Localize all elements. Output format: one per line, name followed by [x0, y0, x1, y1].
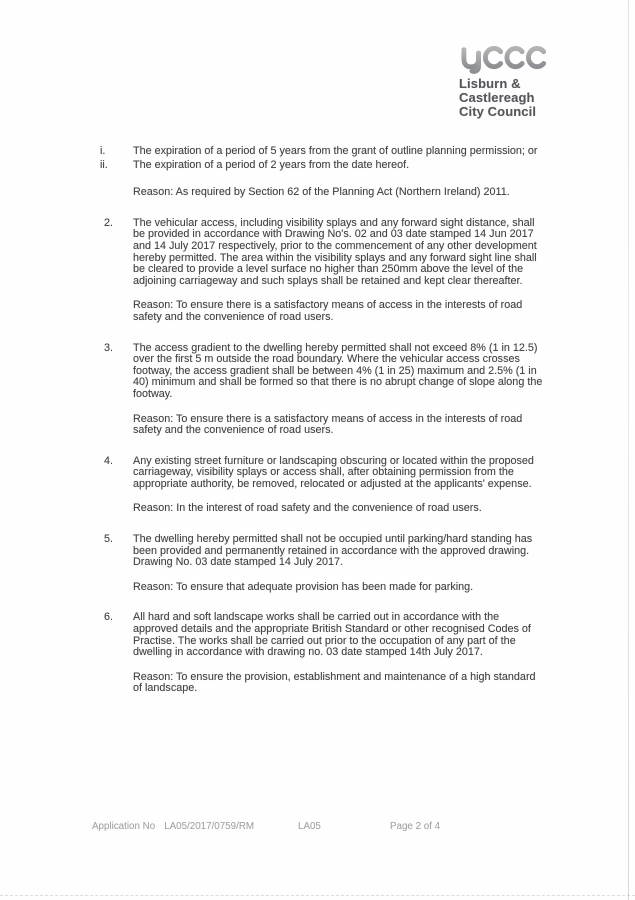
item-marker: i. [100, 145, 106, 157]
application-no-label: Application No [92, 821, 156, 832]
reason-text: Reason: In the interest of road safety and the convenience of road users. [133, 502, 482, 515]
scan-bottom-line [0, 895, 635, 896]
intro-item-row [100, 160, 550, 172]
condition-number: 4. [104, 454, 114, 467]
condition-number: 3. [104, 341, 114, 354]
condition-row [100, 534, 550, 569]
condition-reason [100, 503, 550, 515]
condition-reason [100, 300, 550, 323]
condition-text: Any existing street furniture or landscaping obscuring or located within the proposed carriageway, visibility splays or access shall, after obtaining permission from the appropriate authority, be removed, relocated or adjusted at the applicants' expense. [133, 454, 534, 490]
reason-text: Reason: As required by Section 62 of the Planning Act (Northern Ireland) 2011. [133, 186, 510, 199]
intro-reason [100, 187, 550, 199]
condition-text: The access gradient to the dwelling hereby permitted shall not exceed 8% (1 in 12.5) over the first 5 m outside the road boundary. Where the vehicular access crosses footway, the access gradient shall be between 4% (1 in 25) maximum and 2.5% (1 in 40) minimum and shall be formed so that there is no abrupt change of slope along the footway. [133, 341, 543, 400]
reason-text: Reason: To ensure there is a satisfactory means of access in the interests of road safety and the convenience of road users. [133, 412, 523, 437]
lccc-logo-icon [459, 46, 551, 74]
condition-text: The dwelling hereby permitted shall not be occupied until parking/hard standing has been provided and permanently retained in accordance with the approved drawing. Drawing No. 03 date stamped 14 July 2017. [133, 533, 533, 569]
reason-text: Reason: To ensure the provision, establishment and maintenance of a high standard of landscape. [133, 670, 536, 695]
reason-text: Reason: To ensure there is a satisfactory means of access in the interests of road safety and the convenience of road users. [133, 299, 523, 323]
conditions-list [100, 146, 550, 695]
condition-row [100, 343, 550, 401]
condition-text: All hard and soft landscape works shall be carried out in accordance with the approved details and the appropriate British Standard or other recognised Codes of Practise. The works shall be carried out prior to the occupation of any part of the dwelling in accordance with drawing no. 03 date stamped 14th July 2017. [133, 611, 531, 659]
application-no-value: LA05/2017/0759/RM [164, 821, 255, 832]
item-text: The expiration of a period of 2 years from the date hereof. [133, 158, 410, 171]
condition-number: 2. [104, 216, 114, 229]
condition-reason [100, 672, 550, 695]
condition-row [100, 612, 550, 658]
condition-reason [100, 414, 550, 437]
form-code: LA05 [298, 821, 321, 832]
condition-row [100, 218, 550, 288]
reason-text: Reason: To ensure that adequate provision has been made for parking. [133, 580, 474, 593]
logo-name-line1: Lisburn & [459, 76, 521, 91]
condition-number: 5. [104, 533, 114, 546]
scan-edge-line [628, 0, 629, 900]
condition-reason [100, 582, 550, 594]
page-indicator: Page 2 of 4 [390, 821, 441, 832]
logo-name-line3: City Council [459, 104, 537, 120]
logo-name-line2: Castlereagh [459, 90, 535, 106]
item-text: The expiration of a period of 5 years from the grant of outline planning permission; or [133, 145, 538, 157]
condition-row [100, 456, 550, 491]
intro-item-row [100, 146, 550, 158]
item-marker: ii. [100, 158, 108, 171]
council-logo [459, 46, 589, 120]
condition-number: 6. [104, 611, 114, 624]
condition-text: The vehicular access, including visibility splays and any forward sight distance, shall be provided in accordance with Drawing No's. 02 and 03 date stamped 14 Jun 2017 and 14 July 2017 respectively, prior to the commencement of any other development hereby permitted. The area within the visibility splays and any forward sight line shall be cleared to provide a level surface no higher than 250mm above the level of the adjoining carriageway and such splays shall be retained and kept clear thereafter. [133, 216, 537, 287]
